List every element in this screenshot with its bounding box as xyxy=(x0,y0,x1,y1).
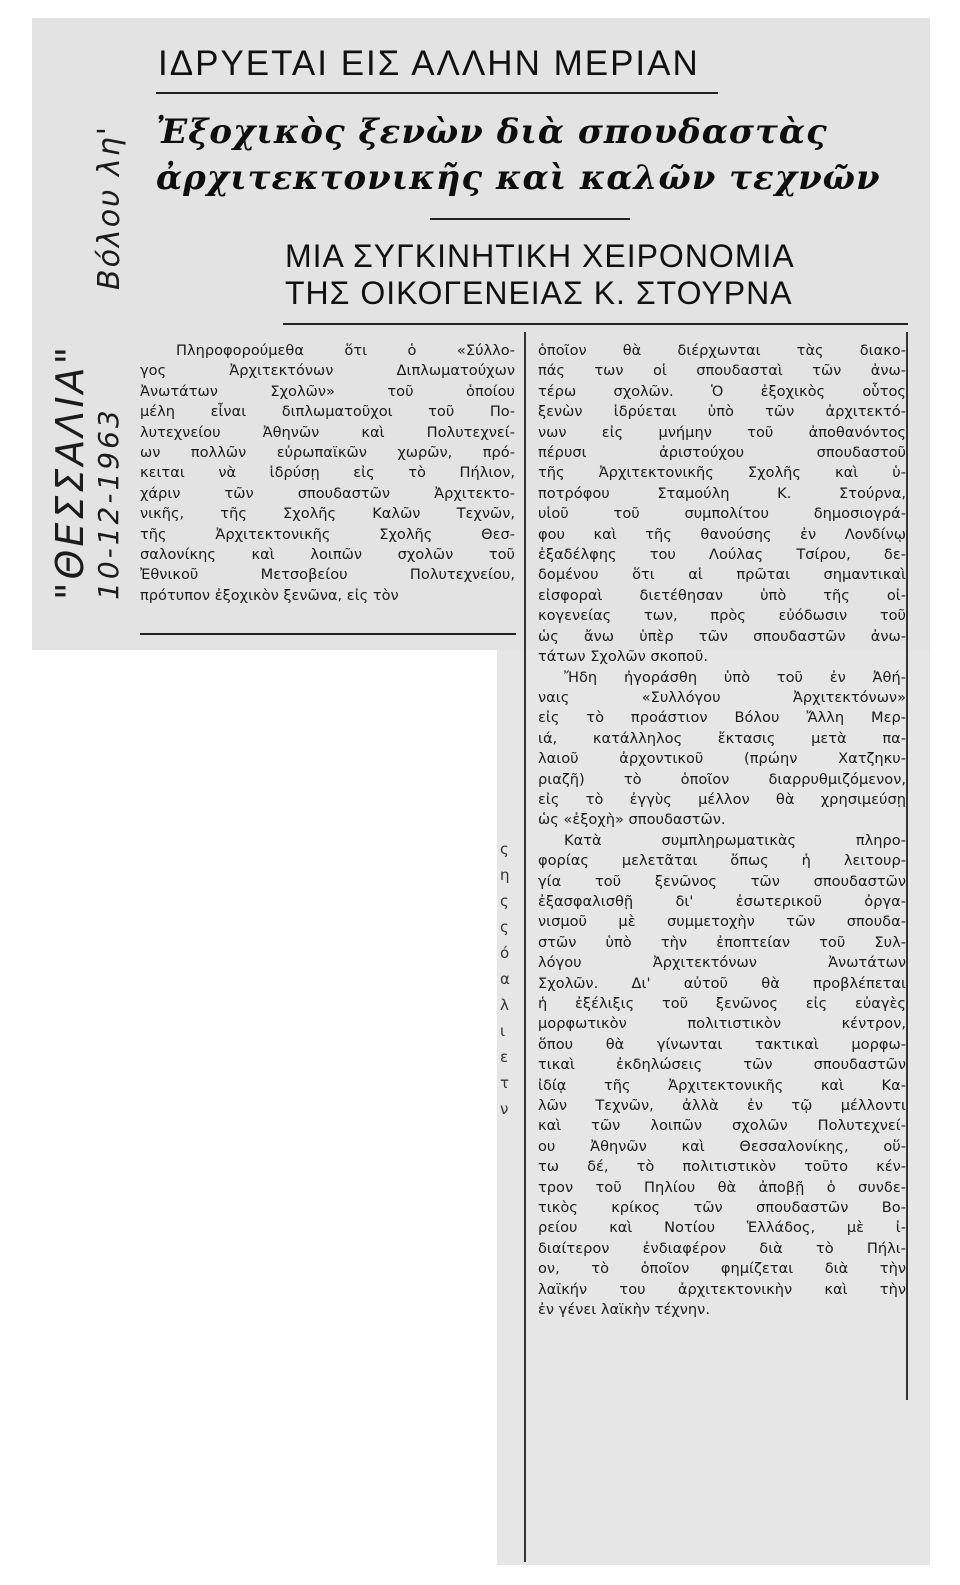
column-bottom-rule xyxy=(140,633,516,635)
article-line: καὶ τῶν λοιπῶν σχολῶν Πολυτεχνεί- xyxy=(538,1117,906,1135)
edge-letter: ς xyxy=(500,892,509,910)
article-line: εἰς τὸ ἐγγὺς μέλλον θὰ χρησιμεύσῃ xyxy=(538,790,906,808)
article-line: υἱοῦ τοῦ συμπολίτου δημοσιογρά- xyxy=(538,505,906,523)
article-line: χάριν τῶν σπουδαστῶν Ἀρχιτεκτο- xyxy=(140,484,515,502)
article-line: διαίτερον ἐνδιαφέρον διὰ τὸ Πήλι- xyxy=(538,1239,906,1257)
article-line: πέρυσι ἀριστούχου σπουδαστοῦ xyxy=(538,444,906,462)
article-line: Σχολῶν. Δι' αὐτοῦ θὰ προβλέπεται xyxy=(538,974,906,992)
edge-letter: ν xyxy=(500,1100,509,1118)
article-line: λαιοῦ ἀρχοντικοῦ (πρώην Χατζηκυ- xyxy=(538,750,906,768)
right-border-rule xyxy=(906,332,908,1400)
article-line: κειται νὰ ἱδρύσῃ εἰς τὸ Πήλιον, xyxy=(140,464,515,482)
handwritten-source-note xyxy=(48,40,136,620)
edge-letter: ε xyxy=(500,1048,509,1066)
article-line: τάτων Σχολῶν σκοποῦ. xyxy=(538,648,709,666)
article-line: ον, τὸ ὁποῖον φημίζεται διὰ τὴν xyxy=(538,1260,906,1278)
kicker-heading: ΙΔΡΥΕΤΑΙ ΕΙΣ ΑΛΛΗΝ ΜΕΡΙΑΝ xyxy=(158,44,700,83)
subheadline-line-2: ΤΗΣ ΟΙΚΟΓΕΝΕΙΑΣ Κ. ΣΤΟΥΡΝΑ xyxy=(285,275,793,311)
edge-letter: η xyxy=(500,866,510,884)
subheadline-rule xyxy=(283,323,908,325)
edge-letter: ς xyxy=(500,918,509,936)
article-line: κογενείας των, πρὸς εὐόδωσιν τοῦ xyxy=(538,607,906,625)
article-line: τῆς Ἀρχιτεκτονικῆς Σχολῆς Θεσ- xyxy=(140,525,515,543)
article-line: εἰς τὸ προάστιον Βόλου Ἄλλη Μερ- xyxy=(538,709,906,727)
edge-letter: τ xyxy=(500,1074,510,1092)
article-line: γος Ἀρχιτεκτόνων Διπλωματούχων xyxy=(140,362,515,380)
edge-letter: ό xyxy=(500,944,510,962)
article-line: μορφωτικὸν πολιτιστικὸν κέντρον, xyxy=(538,1015,906,1033)
handwritten-date: 10-12-1963 xyxy=(92,407,125,600)
article-line: ὅπου θὰ γίνωνται τακτικαὶ μορφω- xyxy=(538,1035,906,1053)
article-line: λῶν Τεχνῶν, ἀλλὰ ἐν τῷ μέλλοντι xyxy=(538,1097,906,1115)
column-divider xyxy=(524,332,526,1562)
article-line: νων εἰς μνήμην τοῦ ἀποθανόντος xyxy=(538,423,906,441)
article-line: ριαζῆ) τὸ ὁποῖον διαρρυθμιζόμενον, xyxy=(538,770,906,788)
article-line: τῆς Ἀρχιτεκτονικῆς Σχολῆς καὶ ὑ- xyxy=(538,464,906,482)
kicker-rule xyxy=(156,92,718,94)
article-column-right xyxy=(538,341,906,1321)
article-line: σαλονίκης καὶ λοιπῶν σχολῶν τοῦ xyxy=(140,546,515,564)
article-line: ὡς ἄνω ὑπὲρ τῶν σπουδαστῶν ἀνω- xyxy=(538,627,906,645)
article-line: δομένου ὅτι αἱ πρῶται σημαντικαὶ xyxy=(538,566,906,584)
article-line: στῶν ὑπὸ τὴν ἐποπτείαν τοῦ Συλ- xyxy=(538,933,906,951)
article-line: ου Ἀθηνῶν καὶ Θεσσαλονίκης, οὕ- xyxy=(538,1137,906,1155)
article-line: τρον τοῦ Πηλίου θὰ ἀποβῇ ὁ συνδε- xyxy=(538,1178,906,1196)
article-line: φορίας μελετᾶται ὅπως ἡ λειτουρ- xyxy=(538,852,906,870)
article-line: τω δέ, τὸ πολιτιστικὸν τοῦτο κέν- xyxy=(538,1158,906,1176)
handwritten-newspaper-name: "ΘΕΣΣΑΛΙΑ" xyxy=(48,343,92,600)
article-line: ναις «Συλλόγου Ἀρχιτεκτόνων» xyxy=(538,688,906,706)
article-line: λόγου Ἀρχιτεκτόνων Ἀνωτάτων xyxy=(538,954,906,972)
article-line: ἐξαδέλφης του Λούλας Τσίρου, δε- xyxy=(538,546,906,564)
article-line: μέλη εἶναι διπλωματοῦχοι τοῦ Πο- xyxy=(140,403,515,421)
headline-line-2: ἀρχιτεκτονικῆς καὶ καλῶν τεχνῶν xyxy=(156,158,881,198)
article-line: Κατὰ συμπληρωματικὰς πληρο- xyxy=(564,831,906,849)
article-line: τέρω σχολῶν. Ὁ ἐξοχικὸς οὗτος xyxy=(538,382,906,400)
article-line: ποτρόφου Σταμούλη Κ. Στούρνα, xyxy=(538,484,906,502)
article-line: πάς των οἱ σπουδασταὶ τῶν ἀνω- xyxy=(538,362,906,380)
article-line: ἰδίᾳ τῆς Ἀρχιτεκτονικῆς καὶ Κα- xyxy=(538,1076,906,1094)
article-line: νισμοῦ μὲ συμμετοχὴν τῶν σπουδα- xyxy=(538,913,906,931)
article-line: λυτεχνείου Ἀθηνῶν καὶ Πολυτεχνεί- xyxy=(140,423,515,441)
article-line: ξενὼν ἱδρύεται ὑπὸ τῶν ἀρχιτεκτό- xyxy=(538,403,906,421)
article-line: ἡ ἐξέλιξις τοῦ ξενῶνος εἰς εὐαγὲς xyxy=(538,995,906,1012)
article-column-left xyxy=(140,341,515,606)
headline-rule xyxy=(430,218,630,220)
article-line: γία τοῦ ξενῶνος τῶν σπουδαστῶν xyxy=(538,872,906,890)
article-line: ιά, κατάλληλος ἔκτασις μετὰ πα- xyxy=(538,729,906,747)
article-line: Ἐθνικοῦ Μετσοβείου Πολυτεχνείου, xyxy=(140,566,515,584)
article-line: ὁποῖον θὰ διέρχωνται τὰς διακο- xyxy=(538,342,906,359)
article-line: ρείου καὶ Νοτίου Ἑλλάδος, μὲ ἰ- xyxy=(538,1219,906,1237)
article-line: Ἀνωτάτων Σχολῶν» τοῦ ὁποίου xyxy=(140,382,515,400)
subheadline-line-1: ΜΙΑ ΣΥΓΚΙΝΗΤΙΚΗ ΧΕΙΡΟΝΟΜΙΑ xyxy=(285,238,795,274)
edge-letter: λ xyxy=(500,996,509,1014)
article-line: φου καὶ τῆς θανούσης ἐν Λονδίνῳ xyxy=(538,525,906,543)
article-line: ἐν γένει λαϊκὴν τέχνην. xyxy=(538,1301,710,1319)
headline-line-1: Ἐξοχικὸς ξενὼν διὰ σπουδαστὰς xyxy=(156,112,828,152)
article-line: ἐξασφαλισθῇ δι' ἐσωτερικοῦ ὀργα- xyxy=(538,892,906,910)
article-line: λαϊκήν του ἀρχιτεκτονικὴν καὶ τὴν xyxy=(538,1280,906,1298)
article-line: πρότυπον ἐξοχικὸν ξενῶνα, εἰς τὸν xyxy=(140,586,399,604)
edge-letter: ς xyxy=(500,840,509,858)
handwritten-city: Βόλου λη' xyxy=(92,125,127,290)
article-line: ων πολλῶν εὐρωπαϊκῶν χωρῶν, πρό- xyxy=(140,444,515,462)
edge-letter: α xyxy=(500,970,510,988)
article-line: εἰσφοραὶ διετέθησαν ὑπὸ τῆς οἰ- xyxy=(538,586,906,604)
article-line: τικὸς κρίκος τῶν σπουδαστῶν Βο- xyxy=(538,1199,906,1217)
article-line: Πληροφορούμεθα ὅτι ὁ «Σύλλο- xyxy=(176,342,515,359)
article-line: ὡς «ἐξοχὴ» σπουδαστῶν. xyxy=(538,811,726,829)
edge-letter: ι xyxy=(500,1022,506,1040)
article-line: νικῆς, τῆς Σχολῆς Καλῶν Τεχνῶν, xyxy=(140,505,515,523)
article-line: τικαὶ ἐκδηλώσεις τῶν σπουδαστῶν xyxy=(538,1056,906,1074)
article-line: Ἤδη ἠγοράσθη ὑπὸ τοῦ ἐν Ἀθή- xyxy=(564,668,906,686)
